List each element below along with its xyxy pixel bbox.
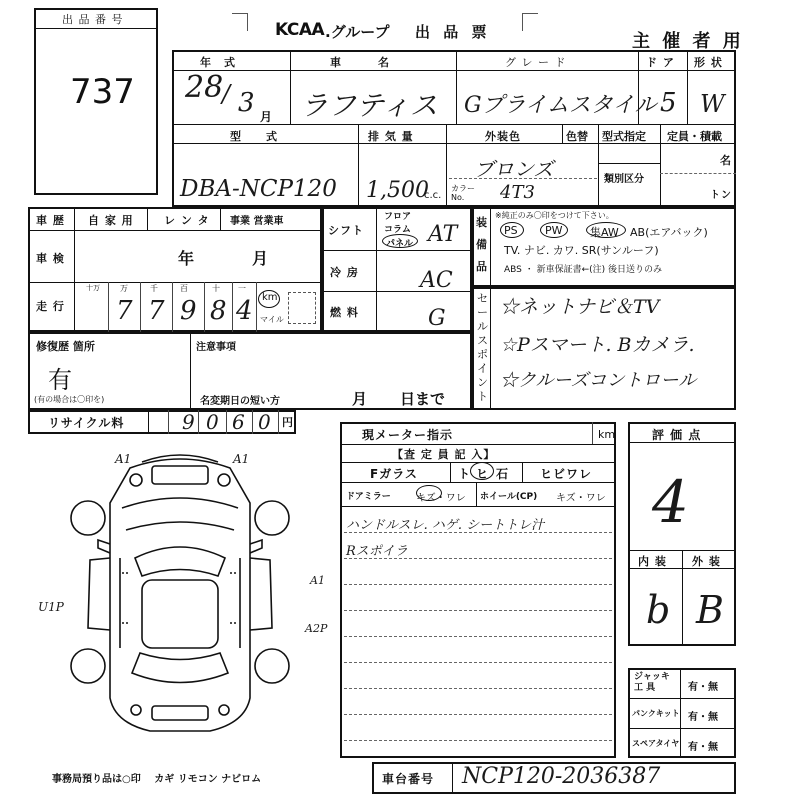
- sheet-title: 出 品 票: [415, 23, 491, 41]
- windshield: [135, 547, 225, 576]
- car-damage-diagram: [60, 448, 300, 738]
- repair-note: (有の場合は〇印を): [34, 395, 105, 404]
- mirror-label: ドアミラー: [346, 492, 391, 502]
- wheel-rear-left: [71, 649, 105, 683]
- grade-header: グ レ ー ド: [505, 56, 567, 69]
- office-note: 事務局預り品は○印 カギ リモコン ナビロム: [52, 774, 262, 785]
- wheel-front-right: [255, 501, 289, 535]
- roof: [142, 580, 218, 648]
- capacity-unit-ton: トン: [710, 190, 732, 201]
- history-label: 車 歴: [36, 214, 65, 227]
- inspection-year-unit: 年: [178, 249, 196, 268]
- equipment-note: ※純正のみ〇印をつけて下さい。: [495, 211, 614, 220]
- equipment-side-1: 装: [476, 216, 487, 229]
- tool-spare-label: スペアタイヤ: [632, 739, 680, 748]
- glass-label: Fガラス: [370, 467, 418, 481]
- capacity-unit-persons: 名: [720, 154, 732, 167]
- caution-label: 注意事項: [196, 342, 236, 353]
- mark-front-right: A1: [233, 452, 250, 466]
- mileage-digit-1: 7: [116, 296, 133, 326]
- tool-puncture-value: 有・無: [688, 712, 718, 723]
- mileage-digit-4: 8: [210, 296, 227, 326]
- exterior-score: B: [696, 588, 724, 632]
- recycle-digit-3: 6: [232, 410, 245, 434]
- sales-point-1: ☆ネットナビ＆TV: [500, 296, 660, 318]
- grade-value: Gプライムスタイル: [464, 93, 657, 118]
- wheel-option: キズ・ワレ: [556, 493, 606, 504]
- recycle-digit-2: 0: [206, 410, 219, 434]
- history-rental: レ ン タ: [164, 214, 210, 227]
- equipment-side-3: 品: [476, 260, 487, 273]
- deadline-label: 名変期日の短い方: [200, 396, 280, 407]
- history-commercial: 事業 営業車: [230, 216, 284, 227]
- month-unit: 月: [260, 110, 273, 124]
- sales-side-3: ル: [477, 320, 488, 333]
- color-no-label: カラー No.: [451, 184, 475, 202]
- type-spec-header: 型式指定: [602, 130, 646, 143]
- equipment-pw: PW: [545, 224, 563, 237]
- brand-group: .グループ: [325, 23, 390, 41]
- mark-left-side: U1P: [38, 600, 64, 614]
- year-value: 28: [185, 70, 224, 105]
- mileage-km: km: [262, 292, 278, 303]
- spec-class-label: 類別区分: [604, 174, 644, 185]
- month-value: 3: [238, 88, 255, 118]
- shift-label: シフト: [328, 224, 364, 237]
- inspection-label: 車 検: [36, 252, 65, 265]
- deco-bracket-right: [522, 13, 538, 31]
- capacity-header: 定員・積載: [667, 130, 722, 143]
- sales-side-6: イ: [477, 362, 488, 375]
- recycle-digit-1: 9: [182, 410, 195, 434]
- score-value: 4: [652, 468, 689, 536]
- mileage-unit-100: 百: [180, 284, 188, 293]
- car-name: ラフティス: [300, 89, 438, 122]
- cc-unit: c.c.: [424, 190, 442, 201]
- rear-window: [132, 653, 228, 683]
- shift-opt-panel: パネル: [386, 239, 414, 249]
- wheel-rear-right: [255, 649, 289, 683]
- shape-header: 形 状: [694, 56, 723, 69]
- mark-front-left: A1: [115, 452, 132, 466]
- equipment-line2: TV. ナビ. カワ. SR(サンルーフ): [504, 244, 659, 257]
- equipment-side-2: 備: [476, 238, 487, 251]
- wheel-label: ホイール(CP): [480, 492, 538, 502]
- lot-number: 737: [70, 72, 135, 112]
- meter-unit: km: [598, 428, 616, 441]
- exterior-color-header: 外装色: [485, 130, 521, 143]
- sales-side-8: ト: [477, 390, 488, 403]
- exterior-color-value: ブロンズ: [474, 157, 554, 181]
- interior-score: b: [646, 588, 671, 632]
- shift-panel-circle: [382, 234, 418, 248]
- equipment-ps: PS: [504, 224, 518, 237]
- mileage-digit-3: 9: [180, 296, 197, 326]
- mileage-unit-1: 一: [238, 284, 246, 293]
- inspector-title: 【査 定 員 記 入】: [392, 448, 496, 461]
- mark-right-front: A1: [310, 574, 325, 587]
- aircon-value: AC: [420, 268, 453, 293]
- tool-puncture-label: パンクキット: [632, 709, 680, 718]
- usage-label: 主 催 者 用: [632, 31, 744, 52]
- score-label: 評 価 点: [652, 428, 702, 442]
- shift-value: AT: [428, 222, 458, 247]
- brand-logo: KCAA: [275, 20, 325, 40]
- mark-right-rear: A2P: [305, 622, 328, 635]
- deco-bracket-left: [232, 13, 248, 31]
- mileage-dashed-box: [288, 292, 316, 324]
- door-header: ド ア: [646, 56, 675, 69]
- interior-label: 内 装: [638, 555, 667, 568]
- tool-spare-value: 有・無: [688, 742, 718, 753]
- glass-opt-tobi: ト: [458, 467, 472, 481]
- year-header: 年 式: [200, 56, 236, 69]
- equipment-ab: AB(エアバック): [630, 226, 708, 239]
- chassis-value: NCP120-2036387: [462, 764, 661, 789]
- sales-side-4: ス: [477, 334, 488, 347]
- aircon-label: 冷 房: [330, 266, 359, 279]
- history-private: 自 家 用: [88, 214, 134, 227]
- sales-point-3: ☆クルーズコントロール: [500, 370, 697, 391]
- wheel-front-left: [71, 501, 105, 535]
- glass-opt-stone: 石: [496, 467, 510, 481]
- color-no-value: 4T3: [500, 182, 535, 203]
- fuel-value: G: [428, 306, 446, 331]
- mileage-unit-1k: 千: [150, 284, 158, 293]
- sales-side-1: セ: [477, 292, 488, 305]
- mileage-digit-5: 4: [236, 296, 253, 326]
- recycle-label: リサイクル料: [48, 416, 125, 430]
- exterior-label: 外 装: [692, 555, 721, 568]
- lot-header: 出 品 番 号: [62, 13, 124, 26]
- deadline-month: 月: [352, 390, 369, 408]
- inspector-note-2: Rスポイラ: [346, 544, 408, 559]
- model-value: DBA-NCP120: [180, 176, 337, 202]
- mirror-option: キズ・ワレ: [416, 493, 466, 504]
- inspector-note-1: ハンドルスレ. ハゲ. シートトレ汁: [346, 518, 545, 533]
- repair-value: 有: [48, 366, 72, 394]
- displacement-header: 排 気 量: [368, 130, 414, 143]
- name-header: 車 名: [330, 56, 390, 69]
- tool-jack-value: 有・無: [688, 682, 718, 693]
- model-header: 型 式: [230, 130, 278, 143]
- mileage-unit-10k: 万: [120, 284, 128, 293]
- repair-label: 修復歴 箇所: [36, 340, 95, 353]
- displacement-value: 1,500: [366, 178, 429, 203]
- sales-side-5: ポ: [477, 348, 488, 361]
- door-value: 5: [660, 88, 677, 118]
- fuel-label: 燃 料: [330, 306, 359, 319]
- tool-jack-label: ジャッキ 工 具: [634, 672, 670, 693]
- year-slash: /: [222, 80, 231, 108]
- meter-label: 現メーター指示: [362, 428, 454, 442]
- recycle-digit-4: 0: [258, 410, 271, 434]
- mileage-label: 走 行: [36, 300, 65, 313]
- equipment-aw: 集AW: [590, 226, 619, 239]
- glass-opt-hi: ヒ: [476, 467, 490, 481]
- mileage-unit-100k: 十万: [86, 284, 100, 292]
- glass-opt-crack: ヒビワレ: [540, 467, 593, 481]
- sales-point-2: ☆Pスマート. Bカメラ.: [500, 334, 695, 356]
- mileage-digit-2: 7: [148, 296, 165, 326]
- shift-opt-floor: フロア: [384, 212, 412, 222]
- inspection-month-unit: 月: [252, 249, 270, 268]
- shape-value: W: [700, 90, 725, 118]
- shift-opt-column: コラム: [384, 225, 411, 235]
- car-body-outline: [110, 459, 250, 731]
- recycle-unit: 円: [282, 416, 294, 429]
- chassis-label: 車台番号: [382, 772, 435, 786]
- deadline-day: 日まで: [400, 390, 446, 408]
- sales-side-2: ー: [477, 306, 488, 319]
- mileage-unit-10: 十: [212, 284, 220, 293]
- color-change-header: 色替: [566, 130, 588, 143]
- equipment-line3: ABS ・ 新車保証書←(注) 後日送りのみ: [504, 265, 663, 275]
- mileage-mile: マイル: [260, 315, 284, 324]
- sales-side-7: ン: [477, 376, 488, 389]
